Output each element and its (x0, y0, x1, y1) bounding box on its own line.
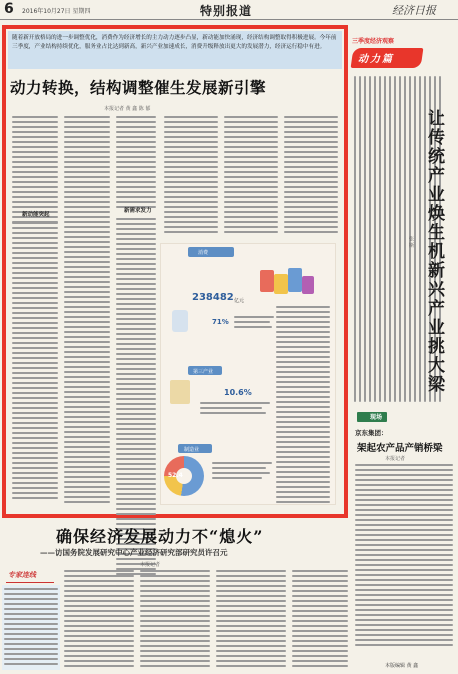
column-text (64, 570, 134, 667)
shopping-bag-icon (274, 274, 288, 294)
shopping-bag-icon (302, 276, 314, 294)
company-label: 京东集团： (355, 429, 388, 437)
column-text (140, 570, 210, 667)
right-secondary-byline: 本报记者 (385, 456, 406, 462)
article-byline: 本报记者 黄 鑫 陈 郁 (104, 106, 151, 112)
infographic-tag (188, 247, 234, 257)
infographic-note (276, 306, 330, 503)
page-number: 6 (4, 1, 14, 17)
column-text (164, 116, 218, 233)
expert-tag-label: 专家连线 (8, 571, 36, 579)
infographic-tag-label: 消费 (198, 250, 209, 256)
pie-chart-value: 52.4 (168, 472, 183, 479)
basket-icon (172, 310, 188, 332)
issue-date: 2016年10月27日 星期四 (22, 8, 91, 15)
column-text (116, 218, 156, 575)
infographic-caption (212, 462, 272, 479)
series-label: 三季度经济观察 (352, 38, 395, 45)
infographic-unit: 亿元 (234, 298, 245, 304)
shopping-bags-illustration (258, 260, 318, 302)
column-text (4, 588, 58, 665)
column-text (355, 464, 453, 646)
right-headline: 让传统产业焕生机新兴产业挑大梁 (428, 109, 445, 395)
bottom-headline: 确保经济发展动力不“熄火” (56, 527, 264, 546)
shopping-bag-icon (260, 270, 274, 292)
scene-tag-label: 现场 (370, 414, 383, 421)
infographic-tag-label: 制造业 (184, 447, 200, 453)
bottom-byline: 本报记者 (140, 562, 161, 568)
subhead: 新动能突起 (22, 212, 50, 218)
subhead: 新需求发力 (124, 208, 152, 214)
column-text (64, 116, 110, 503)
column-text (12, 222, 58, 499)
infographic-percent: 10.6% (224, 388, 252, 397)
column-text (224, 116, 278, 233)
lead-text: 随着新开放格局的进一步调整优化，消费作为经济增长的主力动力逐步凸显，新动能加快涌现，经济结构调整取得积极进展。今年前三季度，产业结构持续优化，服务业占比达到新高，新兴产业加速成长，消费升级释放出更大的发展潜力，经济运行稳中有进。 (12, 35, 337, 50)
infographic-caption (200, 402, 270, 414)
series-logo-text: 动力篇 (358, 54, 394, 65)
column-text (116, 116, 156, 208)
section-title: 特别报道 (200, 4, 253, 18)
column-text (284, 116, 338, 233)
column-text (292, 570, 348, 667)
column-text (216, 570, 286, 667)
infographic-caption (234, 316, 274, 328)
newspaper-masthead: 经济日报 (392, 4, 436, 17)
article-headline: 动力转换，结构调整催生发展新引擎 (10, 79, 267, 97)
infographic-value: 238482 (192, 292, 234, 303)
infographic-percent: 71% (212, 318, 229, 326)
right-author: 张 斯 (408, 236, 414, 248)
page-editor-credit: 本版编辑 黄 鑫 (385, 663, 419, 669)
factory-icon (170, 380, 190, 404)
infographic-tag-label: 第三产业 (193, 369, 214, 375)
right-secondary-headline: 架起农产品产销桥梁 (357, 443, 443, 454)
bottom-subheadline: ——访国务院发展研究中心产业经济研究部研究员许召元 (40, 548, 228, 557)
shopping-bag-icon (288, 268, 302, 292)
column-text (12, 116, 58, 223)
